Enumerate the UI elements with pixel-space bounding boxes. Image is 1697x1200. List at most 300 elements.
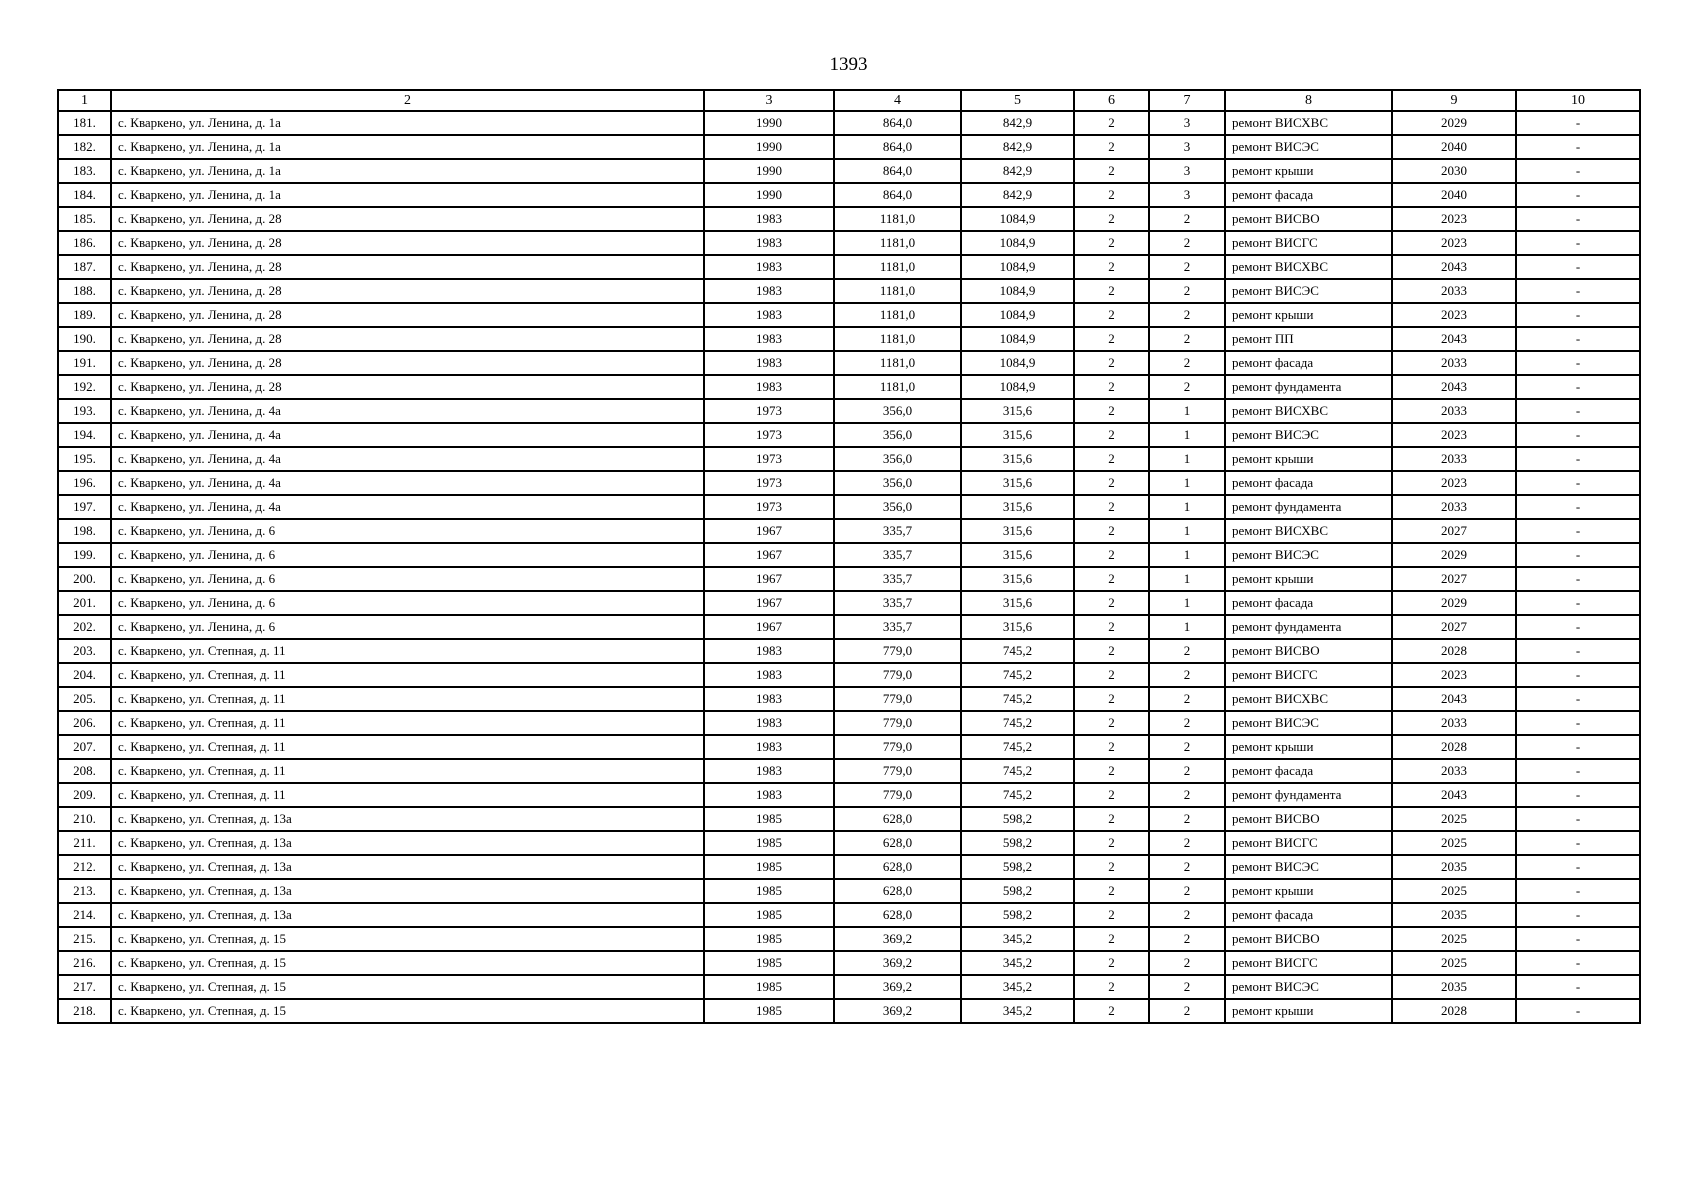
cell-living-area: 1084,9 [961,303,1074,327]
cell-address: с. Кваркено, ул. Ленина, д. 1а [111,183,704,207]
cell-entrances: 2 [1074,255,1149,279]
cell-total-area: 335,7 [834,591,961,615]
cell-work-type: ремонт крыши [1225,303,1392,327]
table-row [58,159,1640,183]
cell-work-type: ремонт крыши [1225,879,1392,903]
cell-note: - [1516,807,1640,831]
cell-year-built: 1983 [704,231,834,255]
cell-living-area: 315,6 [961,471,1074,495]
column-header-10: 10 [1516,90,1640,111]
table-row [58,471,1640,495]
cell-note: - [1516,951,1640,975]
cell-address: с. Кваркено, ул. Степная, д. 11 [111,639,704,663]
cell-entrances: 2 [1074,519,1149,543]
cell-entrances: 2 [1074,975,1149,999]
cell-work-type: ремонт ПП [1225,327,1392,351]
cell-total-area: 779,0 [834,759,961,783]
cell-total-area: 1181,0 [834,351,961,375]
cell-entrances: 2 [1074,879,1149,903]
cell-total-area: 335,7 [834,519,961,543]
cell-note: - [1516,111,1640,135]
cell-work-type: ремонт фасада [1225,183,1392,207]
cell-planned-year: 2023 [1392,423,1516,447]
cell-row-number: 210. [58,807,111,831]
cell-address: с. Кваркено, ул. Ленина, д. 28 [111,327,704,351]
cell-row-number: 182. [58,135,111,159]
cell-planned-year: 2028 [1392,735,1516,759]
cell-total-area: 369,2 [834,927,961,951]
cell-row-number: 197. [58,495,111,519]
cell-note: - [1516,999,1640,1023]
cell-address: с. Кваркено, ул. Степная, д. 13а [111,807,704,831]
table-row [58,303,1640,327]
cell-floors: 2 [1149,231,1225,255]
cell-year-built: 1983 [704,327,834,351]
cell-planned-year: 2025 [1392,927,1516,951]
cell-total-area: 779,0 [834,783,961,807]
cell-living-area: 315,6 [961,615,1074,639]
cell-address: с. Кваркено, ул. Степная, д. 15 [111,975,704,999]
table-row [58,759,1640,783]
cell-entrances: 2 [1074,183,1149,207]
cell-note: - [1516,711,1640,735]
table-row [58,279,1640,303]
cell-living-area: 1084,9 [961,207,1074,231]
cell-work-type: ремонт фундамента [1225,375,1392,399]
cell-address: с. Кваркено, ул. Степная, д. 11 [111,663,704,687]
table-row [58,639,1640,663]
cell-row-number: 196. [58,471,111,495]
table-row [58,903,1640,927]
cell-floors: 1 [1149,471,1225,495]
cell-planned-year: 2043 [1392,687,1516,711]
cell-year-built: 1985 [704,951,834,975]
cell-entrances: 2 [1074,375,1149,399]
cell-row-number: 206. [58,711,111,735]
cell-total-area: 356,0 [834,447,961,471]
cell-year-built: 1985 [704,855,834,879]
cell-work-type: ремонт крыши [1225,735,1392,759]
cell-living-area: 1084,9 [961,327,1074,351]
cell-living-area: 345,2 [961,927,1074,951]
cell-entrances: 2 [1074,999,1149,1023]
cell-row-number: 188. [58,279,111,303]
column-header-2: 2 [111,90,704,111]
column-header-6: 6 [1074,90,1149,111]
cell-row-number: 207. [58,735,111,759]
cell-year-built: 1983 [704,735,834,759]
cell-living-area: 598,2 [961,831,1074,855]
cell-living-area: 315,6 [961,519,1074,543]
cell-planned-year: 2040 [1392,183,1516,207]
table-row [58,927,1640,951]
table-row [58,855,1640,879]
cell-entrances: 2 [1074,759,1149,783]
cell-row-number: 198. [58,519,111,543]
cell-total-area: 369,2 [834,951,961,975]
cell-living-area: 745,2 [961,735,1074,759]
cell-entrances: 2 [1074,327,1149,351]
table-row [58,807,1640,831]
cell-living-area: 315,6 [961,591,1074,615]
cell-total-area: 628,0 [834,903,961,927]
cell-total-area: 356,0 [834,471,961,495]
cell-total-area: 1181,0 [834,303,961,327]
cell-floors: 3 [1149,135,1225,159]
cell-address: с. Кваркено, ул. Степная, д. 11 [111,735,704,759]
cell-address: с. Кваркено, ул. Степная, д. 15 [111,999,704,1023]
cell-note: - [1516,159,1640,183]
cell-row-number: 195. [58,447,111,471]
table-row [58,231,1640,255]
column-header-4: 4 [834,90,961,111]
cell-note: - [1516,375,1640,399]
cell-living-area: 1084,9 [961,279,1074,303]
cell-living-area: 345,2 [961,999,1074,1023]
cell-entrances: 2 [1074,831,1149,855]
cell-living-area: 315,6 [961,495,1074,519]
cell-note: - [1516,831,1640,855]
cell-note: - [1516,135,1640,159]
cell-planned-year: 2028 [1392,999,1516,1023]
cell-year-built: 1973 [704,495,834,519]
cell-year-built: 1983 [704,351,834,375]
cell-row-number: 211. [58,831,111,855]
cell-planned-year: 2035 [1392,975,1516,999]
cell-year-built: 1985 [704,807,834,831]
table-row [58,423,1640,447]
cell-row-number: 218. [58,999,111,1023]
cell-living-area: 745,2 [961,711,1074,735]
cell-year-built: 1990 [704,183,834,207]
cell-row-number: 213. [58,879,111,903]
cell-living-area: 1084,9 [961,255,1074,279]
cell-living-area: 745,2 [961,639,1074,663]
cell-row-number: 199. [58,543,111,567]
cell-living-area: 315,6 [961,399,1074,423]
column-header-9: 9 [1392,90,1516,111]
cell-entrances: 2 [1074,687,1149,711]
cell-work-type: ремонт ВИСХВС [1225,519,1392,543]
cell-living-area: 745,2 [961,759,1074,783]
cell-work-type: ремонт ВИСВО [1225,927,1392,951]
cell-living-area: 1084,9 [961,375,1074,399]
repair-schedule-table [57,89,1641,1024]
cell-floors: 1 [1149,519,1225,543]
cell-year-built: 1983 [704,303,834,327]
cell-address: с. Кваркено, ул. Ленина, д. 28 [111,375,704,399]
cell-entrances: 2 [1074,135,1149,159]
cell-total-area: 335,7 [834,543,961,567]
cell-year-built: 1990 [704,135,834,159]
cell-floors: 2 [1149,759,1225,783]
cell-entrances: 2 [1074,399,1149,423]
cell-entrances: 2 [1074,711,1149,735]
cell-planned-year: 2030 [1392,159,1516,183]
cell-year-built: 1967 [704,543,834,567]
cell-floors: 2 [1149,375,1225,399]
column-header-8: 8 [1225,90,1392,111]
cell-entrances: 2 [1074,855,1149,879]
cell-address: с. Кваркено, ул. Ленина, д. 6 [111,567,704,591]
cell-work-type: ремонт крыши [1225,159,1392,183]
cell-total-area: 779,0 [834,639,961,663]
cell-year-built: 1985 [704,831,834,855]
cell-address: с. Кваркено, ул. Ленина, д. 6 [111,519,704,543]
table-row [58,111,1640,135]
cell-address: с. Кваркено, ул. Степная, д. 15 [111,951,704,975]
cell-floors: 2 [1149,663,1225,687]
cell-entrances: 2 [1074,735,1149,759]
cell-year-built: 1983 [704,639,834,663]
cell-planned-year: 2027 [1392,615,1516,639]
table-row [58,879,1640,903]
cell-address: с. Кваркено, ул. Степная, д. 11 [111,759,704,783]
cell-row-number: 212. [58,855,111,879]
cell-floors: 2 [1149,327,1225,351]
cell-note: - [1516,687,1640,711]
cell-note: - [1516,255,1640,279]
cell-floors: 2 [1149,927,1225,951]
cell-planned-year: 2023 [1392,207,1516,231]
table-row [58,351,1640,375]
cell-row-number: 217. [58,975,111,999]
cell-year-built: 1985 [704,927,834,951]
cell-note: - [1516,735,1640,759]
cell-entrances: 2 [1074,423,1149,447]
cell-planned-year: 2029 [1392,111,1516,135]
cell-year-built: 1983 [704,375,834,399]
cell-planned-year: 2033 [1392,399,1516,423]
page-number: 1393 [829,54,868,75]
cell-row-number: 204. [58,663,111,687]
cell-row-number: 194. [58,423,111,447]
cell-planned-year: 2023 [1392,303,1516,327]
cell-work-type: ремонт ВИСХВС [1225,111,1392,135]
cell-total-area: 1181,0 [834,207,961,231]
cell-address: с. Кваркено, ул. Ленина, д. 4а [111,423,704,447]
cell-planned-year: 2028 [1392,639,1516,663]
cell-total-area: 628,0 [834,831,961,855]
cell-note: - [1516,567,1640,591]
cell-year-built: 1983 [704,783,834,807]
cell-living-area: 315,6 [961,423,1074,447]
cell-planned-year: 2023 [1392,231,1516,255]
cell-note: - [1516,279,1640,303]
cell-year-built: 1983 [704,759,834,783]
table-row [58,255,1640,279]
cell-note: - [1516,639,1640,663]
cell-address: с. Кваркено, ул. Ленина, д. 4а [111,447,704,471]
cell-total-area: 864,0 [834,159,961,183]
cell-total-area: 335,7 [834,567,961,591]
cell-work-type: ремонт ВИСЭС [1225,135,1392,159]
cell-living-area: 598,2 [961,903,1074,927]
cell-row-number: 191. [58,351,111,375]
table-row [58,183,1640,207]
cell-work-type: ремонт фасада [1225,591,1392,615]
cell-living-area: 745,2 [961,783,1074,807]
cell-living-area: 315,6 [961,447,1074,471]
cell-row-number: 190. [58,327,111,351]
cell-address: с. Кваркено, ул. Ленина, д. 4а [111,399,704,423]
cell-note: - [1516,423,1640,447]
table-row [58,663,1640,687]
cell-total-area: 1181,0 [834,231,961,255]
cell-address: с. Кваркено, ул. Степная, д. 13а [111,855,704,879]
column-header-1: 1 [58,90,111,111]
cell-address: с. Кваркено, ул. Ленина, д. 1а [111,111,704,135]
cell-address: с. Кваркено, ул. Ленина, д. 4а [111,495,704,519]
cell-address: с. Кваркено, ул. Степная, д. 11 [111,783,704,807]
cell-planned-year: 2029 [1392,543,1516,567]
cell-work-type: ремонт ВИСЭС [1225,279,1392,303]
cell-floors: 2 [1149,303,1225,327]
cell-address: с. Кваркено, ул. Ленина, д. 28 [111,255,704,279]
cell-work-type: ремонт ВИСВО [1225,639,1392,663]
cell-total-area: 369,2 [834,999,961,1023]
cell-entrances: 2 [1074,591,1149,615]
cell-year-built: 1983 [704,255,834,279]
cell-note: - [1516,879,1640,903]
cell-note: - [1516,207,1640,231]
cell-planned-year: 2033 [1392,759,1516,783]
cell-entrances: 2 [1074,663,1149,687]
cell-entrances: 2 [1074,231,1149,255]
cell-row-number: 208. [58,759,111,783]
cell-planned-year: 2025 [1392,951,1516,975]
cell-address: с. Кваркено, ул. Ленина, д. 1а [111,159,704,183]
table-row [58,615,1640,639]
cell-work-type: ремонт фасада [1225,903,1392,927]
cell-floors: 2 [1149,207,1225,231]
cell-entrances: 2 [1074,951,1149,975]
cell-note: - [1516,327,1640,351]
cell-floors: 2 [1149,687,1225,711]
cell-row-number: 184. [58,183,111,207]
cell-living-area: 842,9 [961,159,1074,183]
cell-row-number: 186. [58,231,111,255]
cell-address: с. Кваркено, ул. Степная, д. 11 [111,711,704,735]
cell-address: с. Кваркено, ул. Ленина, д. 28 [111,279,704,303]
cell-row-number: 189. [58,303,111,327]
cell-note: - [1516,543,1640,567]
cell-work-type: ремонт крыши [1225,447,1392,471]
cell-planned-year: 2029 [1392,591,1516,615]
table-row [58,591,1640,615]
cell-floors: 2 [1149,783,1225,807]
cell-floors: 2 [1149,951,1225,975]
cell-entrances: 2 [1074,159,1149,183]
cell-year-built: 1967 [704,567,834,591]
cell-work-type: ремонт ВИСГС [1225,231,1392,255]
column-header-5: 5 [961,90,1074,111]
cell-total-area: 369,2 [834,975,961,999]
cell-note: - [1516,591,1640,615]
cell-work-type: ремонт ВИСГС [1225,831,1392,855]
cell-note: - [1516,783,1640,807]
cell-total-area: 864,0 [834,183,961,207]
cell-row-number: 181. [58,111,111,135]
table-row [58,567,1640,591]
cell-work-type: ремонт ВИСЭС [1225,711,1392,735]
cell-floors: 2 [1149,831,1225,855]
table-row [58,495,1640,519]
cell-living-area: 842,9 [961,183,1074,207]
cell-total-area: 628,0 [834,807,961,831]
cell-address: с. Кваркено, ул. Степная, д. 13а [111,903,704,927]
cell-year-built: 1985 [704,999,834,1023]
cell-year-built: 1983 [704,687,834,711]
cell-total-area: 1181,0 [834,255,961,279]
cell-work-type: ремонт ВИСХВС [1225,399,1392,423]
cell-living-area: 1084,9 [961,351,1074,375]
cell-floors: 2 [1149,999,1225,1023]
cell-note: - [1516,927,1640,951]
cell-floors: 2 [1149,639,1225,663]
cell-floors: 1 [1149,495,1225,519]
cell-address: с. Кваркено, ул. Ленина, д. 6 [111,543,704,567]
cell-total-area: 628,0 [834,879,961,903]
cell-living-area: 745,2 [961,687,1074,711]
cell-row-number: 193. [58,399,111,423]
cell-year-built: 1973 [704,471,834,495]
table-row [58,975,1640,999]
cell-floors: 1 [1149,447,1225,471]
cell-floors: 2 [1149,735,1225,759]
cell-note: - [1516,759,1640,783]
cell-total-area: 779,0 [834,687,961,711]
cell-year-built: 1985 [704,903,834,927]
cell-floors: 2 [1149,807,1225,831]
cell-total-area: 864,0 [834,135,961,159]
cell-year-built: 1983 [704,711,834,735]
cell-note: - [1516,495,1640,519]
cell-total-area: 356,0 [834,495,961,519]
cell-entrances: 2 [1074,351,1149,375]
table-row [58,327,1640,351]
cell-row-number: 183. [58,159,111,183]
cell-note: - [1516,351,1640,375]
cell-note: - [1516,183,1640,207]
cell-year-built: 1985 [704,879,834,903]
cell-address: с. Кваркено, ул. Ленина, д. 28 [111,351,704,375]
cell-floors: 2 [1149,903,1225,927]
cell-floors: 2 [1149,879,1225,903]
table-row [58,519,1640,543]
cell-total-area: 356,0 [834,423,961,447]
cell-floors: 2 [1149,975,1225,999]
cell-work-type: ремонт фасада [1225,471,1392,495]
cell-year-built: 1990 [704,111,834,135]
cell-address: с. Кваркено, ул. Степная, д. 15 [111,927,704,951]
cell-floors: 3 [1149,159,1225,183]
cell-work-type: ремонт фундамента [1225,783,1392,807]
cell-planned-year: 2035 [1392,903,1516,927]
cell-planned-year: 2035 [1392,855,1516,879]
table-row [58,999,1640,1023]
cell-entrances: 2 [1074,279,1149,303]
cell-work-type: ремонт ВИСВО [1225,807,1392,831]
cell-planned-year: 2033 [1392,495,1516,519]
cell-planned-year: 2023 [1392,663,1516,687]
cell-work-type: ремонт фасада [1225,759,1392,783]
cell-living-area: 842,9 [961,111,1074,135]
cell-entrances: 2 [1074,447,1149,471]
cell-floors: 3 [1149,111,1225,135]
cell-address: с. Кваркено, ул. Ленина, д. 28 [111,231,704,255]
cell-year-built: 1985 [704,975,834,999]
